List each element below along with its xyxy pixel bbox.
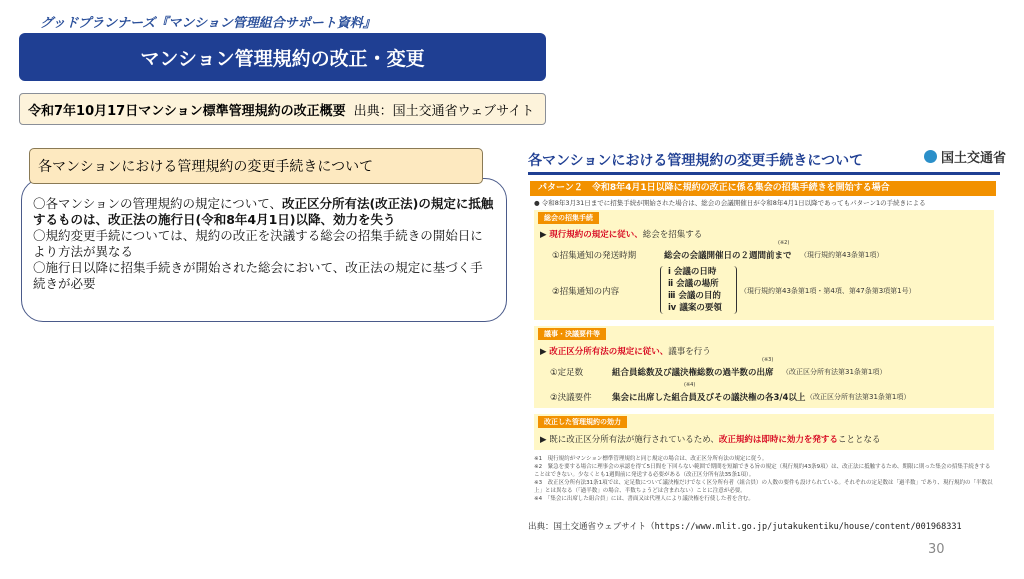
source-citation: 出典：国土交通省ウェブサイト（https://www.mlit.go.jp/jutakukentiku/house/content/001968331 bbox=[528, 522, 962, 532]
summary-tab-label: 各マンションにおける管理規約の変更手続きについて bbox=[29, 148, 483, 184]
subtitle-source: 出典：国土交通省ウェブサイト bbox=[353, 103, 535, 119]
footnote: ※3 改正区分所有法31条1項では、定足数について議決権だけでなく区分所有者（組合員）の人数の要件も設けられている。それぞれの定足数は「過半数」であり、現行規約の「半数以上」とは異なる（「過半数」の場合、半数ちょうどは含まれない）ことに注意が必要。 bbox=[534, 480, 993, 494]
footnote: ※2 緊急を要する場合に理事会の承認を得て5日間を下回らない範囲で期間を短縮できる旨の規定（現行規約43条9項）は、改正法に抵触するため、期限に則った集会の招集手続きすることはできない。少なくとも1週間前に発送する必要がある（改正区分所有法35条1項）。 bbox=[534, 464, 991, 478]
summary-line-1: 〇各マンションの管理規約の規定について、改正区分所有法(改正法)の規定に抵触するものは、改正法の施行日(令和8年4月1日)以降、効力を失う bbox=[33, 196, 494, 227]
footnote: ※4 「集会に出席した組合員」には、書面又は代理人により議決権を行使した者を含む。 bbox=[534, 496, 754, 502]
agenda-item: ⅳ 議案の要領 bbox=[668, 303, 722, 313]
resolution-item-1-ref: （改正区分所有法第31条第1項） bbox=[782, 368, 887, 376]
summary-line-2: 〇規約変更手続については、規約の改正を決議する総会の招集手続きの開始日により方法が異なる bbox=[33, 228, 483, 259]
resolution-item-2-label: ②決議要件 bbox=[550, 393, 592, 403]
ministry-logo bbox=[924, 147, 1006, 166]
convocation-item-1-ref: （現行規約第43条第1項） bbox=[800, 251, 884, 259]
footnotes bbox=[534, 455, 994, 503]
section-convocation bbox=[534, 210, 994, 320]
convocation-brace-right bbox=[730, 266, 737, 314]
header-label: グッドプランナーズ『マンション管理組合サポート資料』 bbox=[40, 16, 376, 31]
convocation-item-2-ref: （現行規約第43条第1項・第4項、第47条第3項第1号） bbox=[740, 287, 916, 295]
resolution-item-2-ref: （改正区分所有法第31条第1項） bbox=[806, 393, 911, 401]
convocation-item-1-label: ①招集通知の発送時期 bbox=[552, 251, 637, 261]
subtitle-box bbox=[19, 93, 546, 125]
footnote: ※1 現行規約がマンション標準管理規約と同じ規定の場合は、改正区分所有法の規定に従う。 bbox=[534, 456, 768, 462]
pattern-bar: パターン２ 令和8年4月1日以降に規約の改正に係る集会の招集手続きを開始する場合 bbox=[530, 181, 996, 196]
resolution-item-2-value: 集会に出席した組合員及びその議決権の各3/4以上 bbox=[612, 393, 806, 403]
section-convocation-tag: 総会の招集手続 bbox=[538, 212, 599, 224]
section-effect-tag: 改正した管理規約の効力 bbox=[538, 416, 627, 428]
section-resolution-lead: ▶ 改正区分所有法の規定に従い、議事を行う bbox=[540, 347, 711, 357]
resolution-item-2-mark: (※4) bbox=[684, 382, 696, 388]
page-number: 30 bbox=[928, 542, 945, 557]
pattern-note: ● 令和8年3月31日までに招集手続が開始された場合は、総会の会議開催日が令和8年4月1日以降であってもパターン1の手続きによる bbox=[534, 199, 926, 207]
subtitle-main: 令和7年10月17日マンション標準管理規約の改正概要 bbox=[28, 103, 346, 119]
slide-title: マンション管理規約の改正・変更 bbox=[19, 33, 546, 81]
doc-title: 各マンションにおける管理規約の変更手続きについて bbox=[528, 153, 864, 169]
section-effect-lead: ▶ 既に改正区分所有法が施行されているため、改正規約は即時に効力を発することとなる bbox=[540, 435, 881, 445]
resolution-item-1-label: ①定足数 bbox=[550, 368, 584, 378]
convocation-item-1-value: 総会の会議開催日の２週間前まで bbox=[664, 251, 792, 261]
convocation-item-1-mark: (※2) bbox=[778, 240, 790, 246]
ministry-logo-icon bbox=[924, 150, 937, 163]
agenda-item: ⅱ 会議の場所 bbox=[668, 279, 719, 289]
convocation-brace bbox=[660, 266, 667, 314]
convocation-item-2-label: ②招集通知の内容 bbox=[552, 287, 620, 297]
section-resolution-tag: 議事・決議要件等 bbox=[538, 328, 606, 340]
summary-line-3: 〇施行日以降に招集手続きが開始された総会において、改正法の規定に基づく手続きが必要 bbox=[33, 260, 483, 291]
ministry-name: 国土交通省 bbox=[941, 151, 1007, 166]
resolution-item-1-mark: (※3) bbox=[762, 357, 774, 363]
agenda-item: ⅲ 会議の目的 bbox=[668, 291, 721, 301]
doc-divider bbox=[528, 172, 1000, 175]
convocation-agenda-list bbox=[668, 266, 722, 314]
agenda-item: ⅰ 会議の日時 bbox=[668, 267, 717, 277]
resolution-item-1-value: 組合員総数及び議決権総数の過半数の出席 bbox=[612, 368, 774, 378]
summary-text bbox=[33, 196, 495, 292]
section-convocation-lead: ▶ 現行規約の規定に従い、総会を招集する bbox=[540, 230, 703, 240]
